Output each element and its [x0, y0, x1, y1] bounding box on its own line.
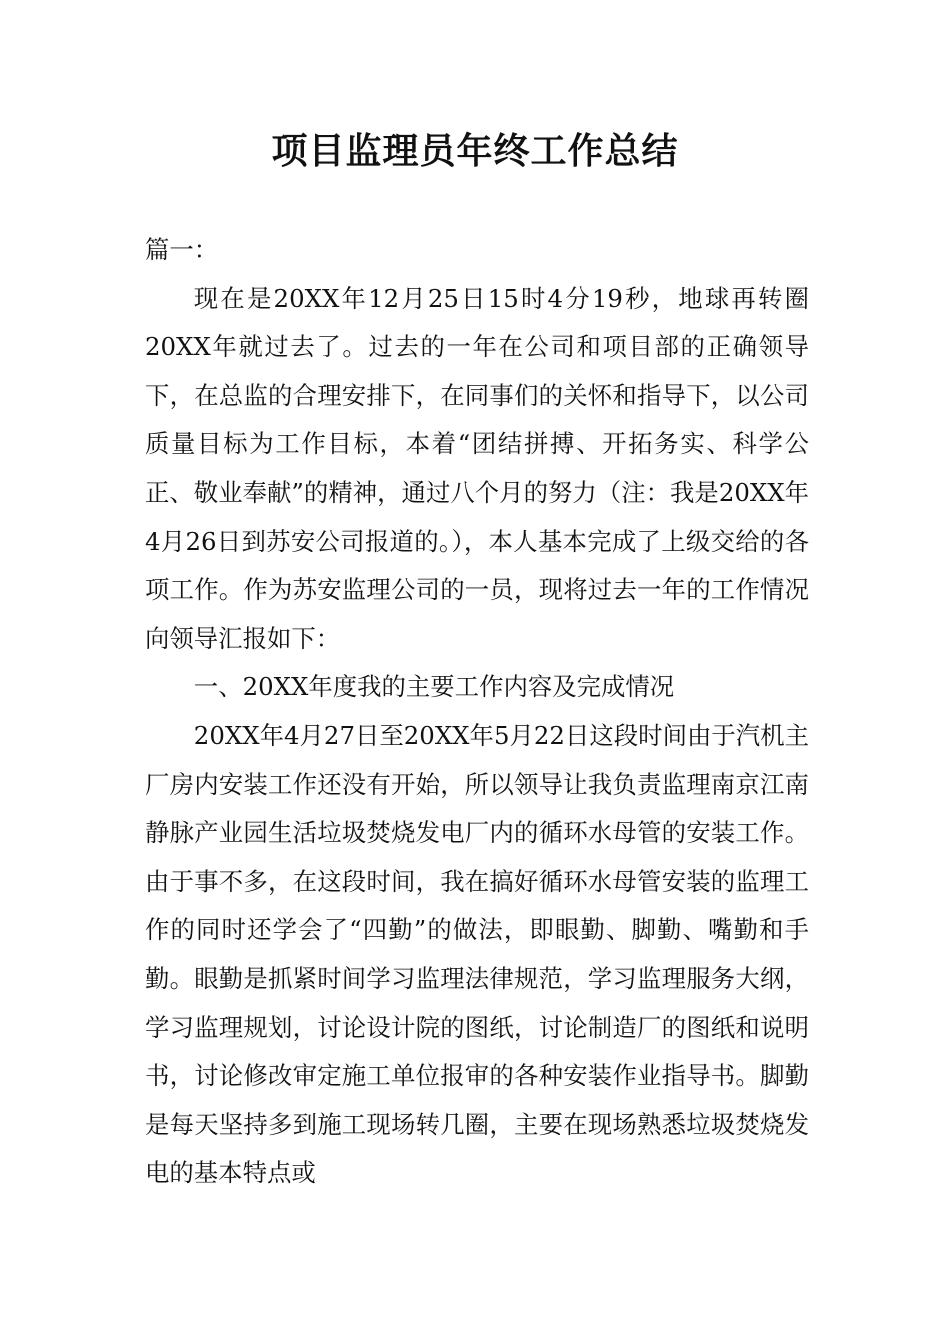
document-title: 项目监理员年终工作总结	[271, 131, 679, 172]
section-label: 篇一：	[145, 235, 219, 264]
paragraph-intro: 现在是20XX年12月25日15时4分19秒，地球再转圈20XX年就过去了。过去的一年在公司和项目部的正确领导下，在总监的合理安排下，在同事们的关怀和指导下，以公司质量目标为工作目标，本着“团结拼搏、开拓务实、科学公正、敬业奉献”的精神，通过八个月的努力（注：我是20XX年4月26日到苏安公司报道的。），本人基本完成了上级交给的各项工作。作为苏安监理公司的一员，现将过去一年的工作情况向领导汇报如下：	[145, 283, 809, 653]
document-body	[145, 226, 809, 1198]
paragraph-work-content: 20XX年4月27日至20XX年5月22日这段时间由于汽机主厂房内安装工作还没有开始，所以领导让我负责监理南京江南静脉产业园生活垃圾焚烧发电厂内的循环水母管的安装工作。由于事不多，在这段时间，我在搞好循环水母管安装的监理工作的同时还学会了“四勤”的做法，即眼勤、脚勤、嘴勤和手勤。眼勤是抓紧时间学习监理法律规范，学习监理服务大纲，学习监理规划，讨论设计院的图纸，讨论制造厂的图纸和说明书，讨论修改审定施工单位报审的各种安装作业指导书。脚勤是每天坚持多到施工现场转几圈，主要在现场熟悉垃圾焚烧发电的基本特点或	[145, 720, 809, 1188]
section-heading: 一、20XX年度我的主要工作内容及完成情况	[193, 672, 675, 702]
